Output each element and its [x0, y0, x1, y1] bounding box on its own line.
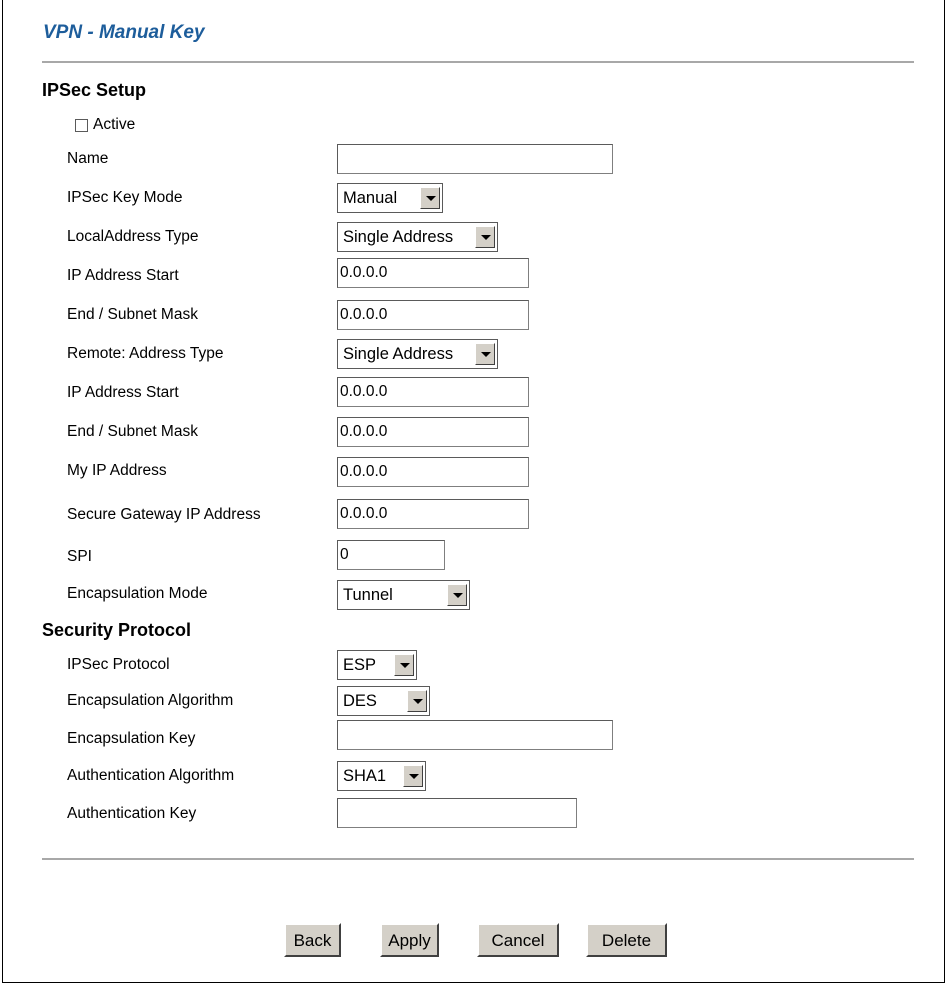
my-ip-label: My IP Address	[67, 462, 167, 479]
encapsulation-algorithm-label: Encapsulation Algorithm	[67, 692, 234, 709]
secure-gateway-ip-input[interactable]: 0.0.0.0	[337, 499, 529, 529]
spi-label: SPI	[67, 548, 92, 565]
active-label: Active	[93, 116, 136, 133]
authentication-algorithm-label: Authentication Algorithm	[67, 767, 235, 784]
chevron-down-icon[interactable]	[407, 690, 427, 712]
remote-end-mask-label: End / Subnet Mask	[67, 423, 198, 440]
chevron-down-icon[interactable]	[420, 187, 440, 209]
encapsulation-mode-select[interactable]	[337, 580, 470, 610]
ipsec-setup-heading: IPSec Setup	[42, 80, 147, 100]
apply-button[interactable]: Apply	[380, 923, 439, 957]
remote-address-type-label: Remote: Address Type	[67, 345, 224, 362]
ipsec-protocol-select[interactable]	[337, 650, 417, 680]
page-title: VPN - Manual Key	[43, 22, 205, 43]
chevron-down-icon[interactable]	[447, 584, 467, 606]
local-end-mask-label: End / Subnet Mask	[67, 306, 198, 323]
chevron-down-icon[interactable]	[475, 343, 495, 365]
encapsulation-algorithm-value: DES	[343, 692, 377, 710]
authentication-key-label: Authentication Key	[67, 805, 197, 822]
encapsulation-mode-label: Encapsulation Mode	[67, 585, 208, 602]
ipsec-protocol-label: IPSec Protocol	[67, 656, 170, 673]
cancel-button[interactable]: Cancel	[477, 923, 559, 957]
encapsulation-mode-value: Tunnel	[343, 586, 393, 604]
active-checkbox[interactable]	[75, 119, 88, 132]
remote-end-mask-input[interactable]: 0.0.0.0	[337, 417, 529, 447]
authentication-key-input[interactable]	[337, 798, 577, 828]
chevron-down-icon[interactable]	[394, 654, 414, 676]
local-address-type-value: Single Address	[343, 228, 454, 246]
remote-address-type-select[interactable]	[337, 339, 498, 369]
back-button[interactable]: Back	[284, 923, 341, 957]
ipsec-protocol-value: ESP	[343, 656, 377, 674]
delete-button[interactable]: Delete	[586, 923, 667, 957]
encapsulation-algorithm-select[interactable]	[337, 686, 430, 716]
chevron-down-icon[interactable]	[475, 226, 495, 248]
encapsulation-key-label: Encapsulation Key	[67, 730, 196, 747]
remote-address-type-value: Single Address	[343, 345, 454, 363]
authentication-algorithm-select[interactable]	[337, 761, 426, 791]
footer-divider	[42, 858, 914, 860]
key-mode-select[interactable]	[337, 183, 443, 213]
remote-ip-start-input[interactable]: 0.0.0.0	[337, 377, 529, 407]
authentication-algorithm-value: SHA1	[343, 767, 387, 785]
my-ip-input[interactable]: 0.0.0.0	[337, 457, 529, 487]
chevron-down-icon[interactable]	[403, 765, 423, 787]
spi-input[interactable]: 0	[337, 540, 445, 570]
security-protocol-heading: Security Protocol	[42, 620, 192, 640]
local-address-type-label: LocalAddress Type	[67, 228, 199, 245]
local-ip-start-input[interactable]: 0.0.0.0	[337, 258, 529, 288]
active-checkbox-row[interactable]	[75, 115, 135, 135]
key-mode-value: Manual	[343, 189, 398, 207]
local-end-mask-input[interactable]: 0.0.0.0	[337, 300, 529, 330]
remote-ip-start-label: IP Address Start	[67, 384, 179, 401]
name-label: Name	[67, 150, 109, 167]
secure-gateway-ip-label: Secure Gateway IP Address	[67, 506, 261, 523]
key-mode-label: IPSec Key Mode	[67, 189, 183, 206]
local-address-type-select[interactable]	[337, 222, 498, 252]
title-divider	[42, 61, 914, 63]
encapsulation-key-input[interactable]	[337, 720, 613, 750]
local-ip-start-label: IP Address Start	[67, 267, 179, 284]
name-input[interactable]	[337, 144, 613, 174]
